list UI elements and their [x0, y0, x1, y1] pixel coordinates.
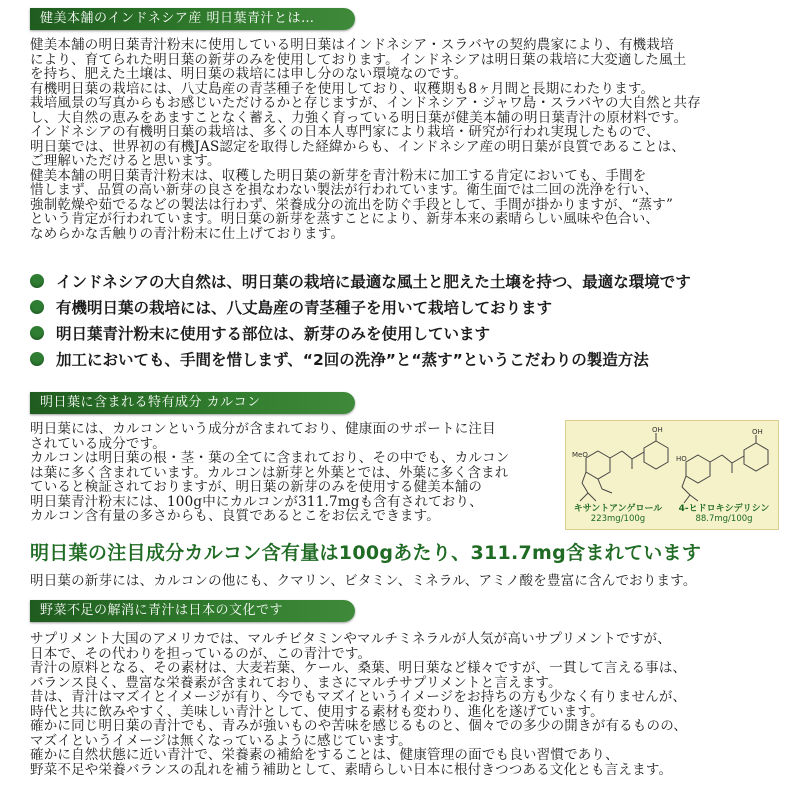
text-line: 健美本舗の明日葉青汁粉末に使用している明日葉はインドネシア・スラバヤの契約農家により、有機栽培 — [30, 37, 674, 53]
section-header-culture — [30, 600, 355, 622]
chemical-name: 4-ヒドロキシデリシン — [678, 504, 770, 514]
text-line: されている成分です。 — [30, 435, 166, 452]
chemical-name: キサントアンゲロール — [573, 504, 663, 514]
text-line: 昔は、青汁はマズイとイメージが有り、今でもマズイというイメージをお持ちの方も少なく有りませんが、 — [30, 689, 687, 705]
feature-text: インドネシアの大自然は、明日葉の栽培に最適な風土と肥えた土壌を持つ、最適な環境です — [56, 273, 691, 291]
text-line: 野菜不足や栄養バランスの乱れを補う補助として、素晴らしい日本に根付きつつある文化とも言えます。 — [30, 761, 673, 778]
feature-text: 明日葉青汁粉末に使用する部位は、新芽のみを使用しています — [56, 325, 491, 343]
chalcone-note — [30, 574, 775, 589]
section-title: 明日葉に含まれる特有成分 カルコン — [40, 395, 261, 410]
text-line: 強制乾燥や茹でるなどの製法は行わず、栄養成分の流出を防ぐ手段として、手間が掛かりますが、“蒸す” — [30, 196, 674, 213]
text-line: 栽培風景の写真からもお感じいただけるかと存じますが、インドネシア・ジャワ島・スラバヤの大自然と共存 — [30, 95, 701, 111]
hydroxyl-label: OH — [752, 428, 763, 436]
substituent-label: HO — [676, 455, 687, 463]
feature-text: 加工においても、手間を惜しまず、“2回の洗浄”と“蒸す”というこだわりの製造方法 — [56, 351, 649, 369]
text-line: 日本で、その代わりを担っているのが、この青汁です。 — [30, 645, 372, 662]
section-header-intro — [30, 8, 355, 30]
bullet-dot-icon — [30, 274, 44, 288]
text-line: 確かに同じ明日葉の青汁でも、青みが強いものや苦味を感じるものと、個々での多少の開きが有るものの、 — [30, 718, 688, 734]
hydroxyl-label: OH — [652, 426, 663, 434]
chalcone-content-headline: 明日葉の注目成分カルコン含有量は100gあたり、311.7mg含まれています — [30, 542, 702, 564]
feature-text: 有機明日葉の栽培には、八丈島産の青茎種子を用いて栽培しております — [56, 299, 553, 317]
section-title: 健美本舗のインドネシア産 明日葉青汁とは… — [40, 11, 315, 26]
bullet-dot-icon — [30, 326, 44, 340]
feature-bullet — [30, 268, 775, 294]
text-line: カルコンは明日葉の根・茎・葉の全てに含まれており、その中でも、カルコン — [30, 450, 510, 466]
text-line: バランス良く、豊富な栄養素が含まれており、まさにマルチサプリメントと言えます。 — [30, 674, 562, 691]
text-line: 明日葉の新芽には、カルコンの他にも、クマリン、ビタミン、ミネラル、アミノ酸を豊富に含んでおります。 — [30, 573, 697, 589]
text-line: 惜しまず、品質の高い新芽の良さを損なわない製法が行われています。衛生面では二回の洗浄を行い、 — [30, 182, 659, 198]
text-line: ご理解いただけると思います。 — [30, 153, 221, 169]
chalcone-structure-figure — [565, 420, 779, 530]
text-line: し、大自然の恵みをあますことなく蓄え、力強く育っている明日葉が健美本舗の明日葉青汁の原材料です。 — [30, 109, 688, 126]
text-line: 明日葉青汁粉末には、100g中にカルコンが311.7mgも含有されており、 — [30, 493, 483, 510]
feature-bullet-list — [30, 268, 775, 372]
bullet-dot-icon — [30, 300, 44, 314]
text-line: サプリメント大国のアメリカでは、マルチビタミンやマルチミネラルが人気が高いサプリメントですが、 — [30, 631, 671, 647]
text-line: なめらかな舌触りの青汁粉末に仕上げております。 — [30, 225, 345, 242]
intro-paragraph — [30, 38, 775, 241]
culture-paragraph — [30, 632, 775, 777]
text-line: 有機明日葉の栽培には、八丈島産の青茎種子を使用しており、収穫期も8ヶ月間と長期にわたります。 — [30, 80, 655, 97]
xanthoangelol-structure — [580, 433, 668, 501]
hydroxyderricin-structure — [682, 435, 768, 503]
text-line: 時代と共に飲みやすく、美味しい青汁として、使用する素材も変わり、進化を遂げています。 — [30, 703, 604, 720]
text-line: インドネシアの有機明日葉の栽培は、多くの日本人専門家により栽培・研究が行われ実現したもので、 — [30, 124, 660, 140]
feature-bullet — [30, 294, 775, 320]
chalcone-paragraph — [30, 422, 560, 524]
chemical-amount: 88.7mg/100g — [695, 514, 753, 524]
bullet-dot-icon — [30, 352, 44, 366]
text-line: 確かに自然状態に近い青汁で、栄養素の補給をすることは、健康管理の面でも良い習慣であり、 — [30, 747, 619, 763]
text-line: カルコン含有量の多さからも、良質であるとこをお伝えできます。 — [30, 508, 440, 524]
text-line: により、育てられた明日葉の新芽のみを使用しております。インドネシアは明日葉の栽培に大変適した風土 — [30, 51, 687, 68]
text-line: を持ち、肥えた土壌は、明日葉の栽培には申し分のない環境なのです。 — [30, 66, 468, 82]
substituent-label: MeO — [572, 451, 588, 459]
text-line: マズイというイメージは無くなっているように感じています。 — [30, 732, 412, 749]
text-line: 青汁の原料となる、その素材は、大麦若葉、ケール、桑葉、明日葉など様々ですが、一貫して言える事は、 — [30, 660, 687, 676]
section-header-chalcone — [30, 392, 355, 414]
text-line: 健美本舗の明日葉青汁粉末は、収穫した明日葉の新芽を青汁粉末に加工する肯定においても、手間を — [30, 167, 647, 184]
feature-bullet — [30, 346, 775, 372]
feature-bullet — [30, 320, 775, 346]
text-line: ていると検証されておりますが、明日葉の新芽のみを使用する健美本舗の — [30, 479, 483, 495]
text-line: は葉に多く含まれています。カルコンは新芽と外葉とでは、外葉に多く含まれ — [30, 464, 509, 481]
chemical-amount: 223mg/100g — [590, 514, 646, 524]
section-title: 野菜不足の解消に青汁は日本の文化です — [40, 603, 284, 618]
text-line: 明日葉では、世界初の有機JAS認定を取得した経緯からも、インドネシア産の明日葉が良質であることは、 — [30, 138, 686, 155]
text-line: という肯定が行われています。明日葉の新芽を蒸すことにより、新芽本来の素晴らしい風味や色合い、 — [30, 211, 660, 227]
text-line: 明日葉には、カルコンという成分が含まれており、健康面のサポートに注目 — [30, 421, 496, 437]
